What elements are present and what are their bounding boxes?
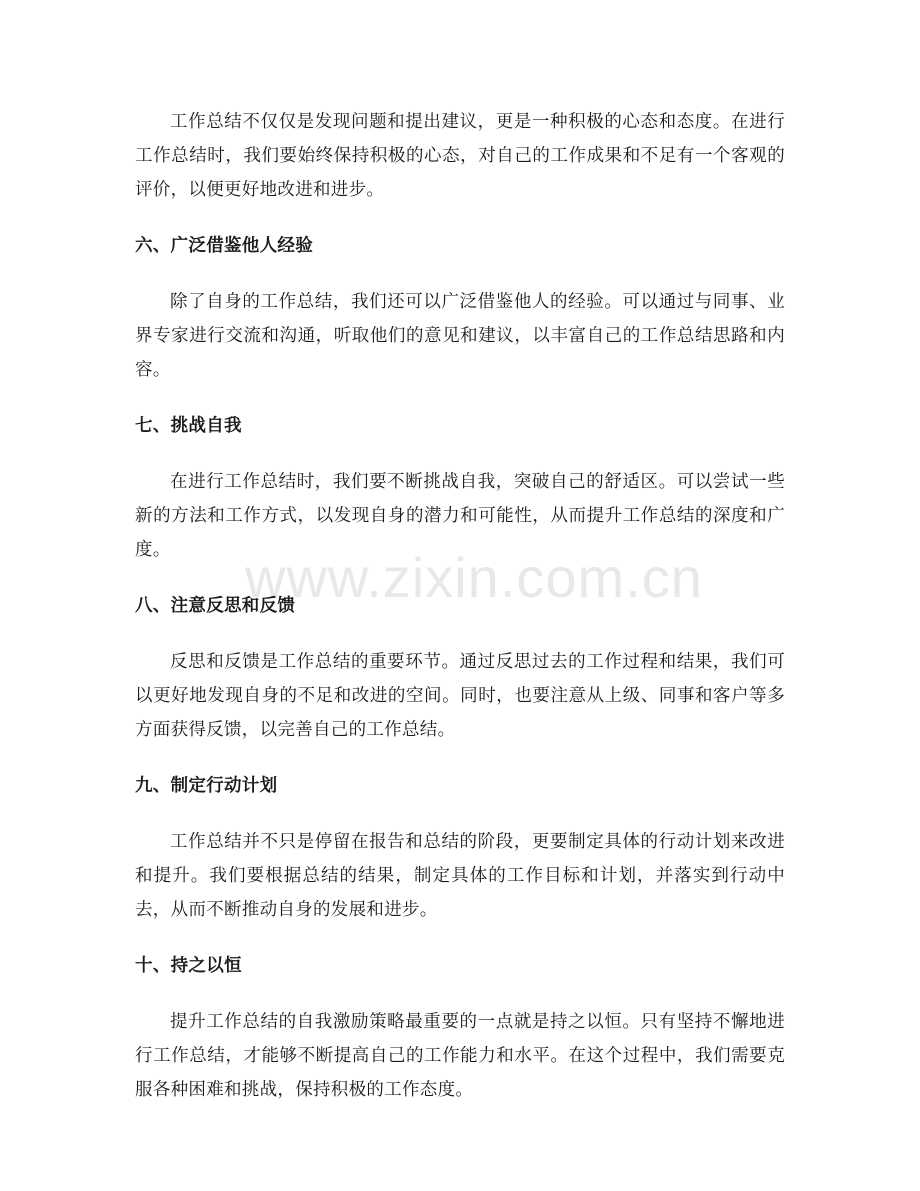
- intro-paragraph: 工作总结不仅仅是发现问题和提出建议，更是一种积极的心态和态度。在进行工作总结时，我们要始终保持积极的心态，对自己的工作成果和不足有一个客观的评价，以便更好地改进和进步。: [135, 112, 785, 200]
- section-heading: 八、注意反思和反馈: [135, 596, 296, 616]
- section-paragraph: 提升工作总结的自我激励策略最重要的一点就是持之以恒。只有坚持不懈地进行工作总结，才能够不断提高自己的工作能力和水平。在这个过程中，我们需要克服各种困难和挑战，保持积极的工作态度。: [135, 1012, 785, 1100]
- watermark: www.zixin.com.cn: [245, 546, 703, 609]
- section-8: [135, 589, 785, 769]
- section-heading: 九、制定行动计划: [135, 776, 278, 796]
- section-paragraph: 工作总结并不只是停留在报告和总结的阶段，更要制定具体的行动计划来改进和提升。我们要根据总结的结果，制定具体的工作目标和计划，并落实到行动中去，从而不断推动自身的发展和进步。: [135, 832, 785, 920]
- section-paragraph: 除了自身的工作总结，我们还可以广泛借鉴他人的经验。可以通过与同事、业界专家进行交流和沟通，听取他们的意见和建议，以丰富自己的工作总结思路和内容。: [135, 292, 785, 380]
- section-heading: 六、广泛借鉴他人经验: [135, 236, 313, 256]
- section-10: [135, 949, 785, 1107]
- section-paragraph: 在进行工作总结时，我们要不断挑战自我，突破自己的舒适区。可以尝试一些新的方法和工作方式，以发现自身的潜力和可能性，从而提升工作总结的深度和广度。: [135, 472, 785, 560]
- section-paragraph: 反思和反馈是工作总结的重要环节。通过反思过去的工作过程和结果，我们可以更好地发现自身的不足和改进的空间。同时，也要注意从上级、同事和客户等多方面获得反馈，以完善自己的工作总结。: [135, 652, 785, 740]
- document-body: [135, 105, 785, 1107]
- section-heading: 十、持之以恒: [135, 956, 242, 976]
- section-heading: 七、挑战自我: [135, 416, 242, 436]
- section-7: [135, 409, 785, 589]
- section-9: [135, 769, 785, 949]
- section-6: [135, 229, 785, 409]
